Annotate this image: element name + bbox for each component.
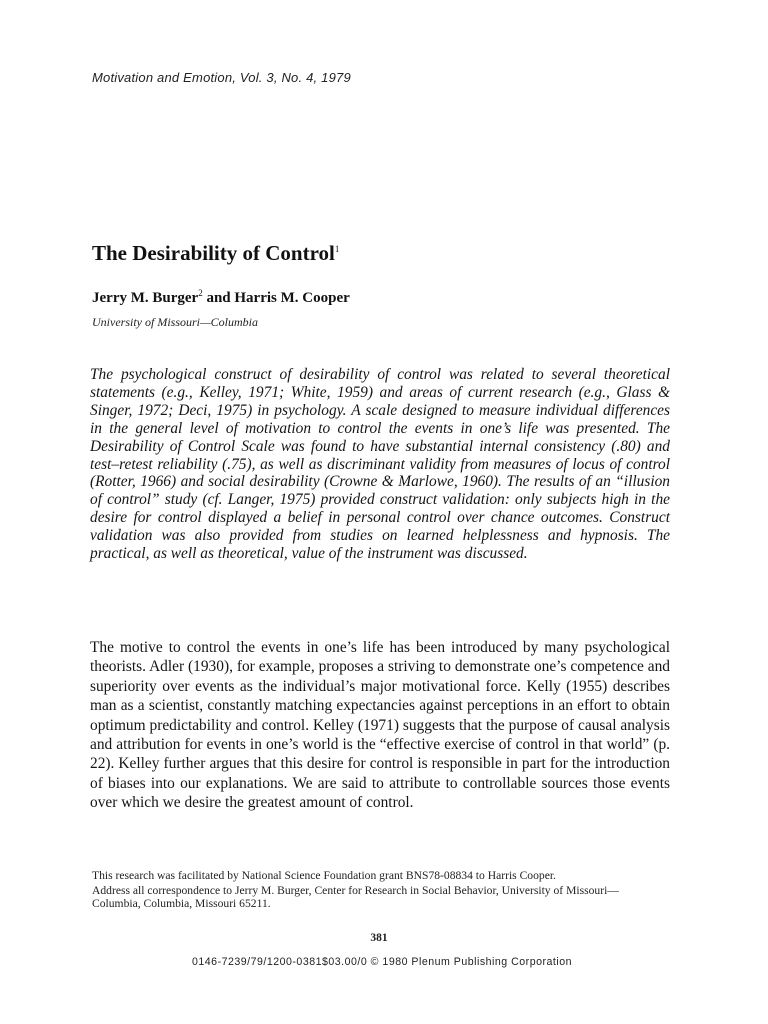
footnote-correspondence: Address all correspondence to Jerry M. Burger, Center for Research in Social Behavior, University of Missouri—Columbia, Columbia, Missouri 65211. bbox=[92, 884, 619, 910]
article-title-text: The Desirability of Control bbox=[92, 241, 335, 265]
affiliation: University of Missouri—Columbia bbox=[92, 315, 259, 329]
title-footnote-mark: 1 bbox=[334, 244, 340, 254]
intro-paragraph: The motive to control the events in one’s life has been introduced by many psychological theorists. Adler (1930), for example, proposes a striving to demonstrate one’s competence and superiority over events as the individual’s major motivational force. Kelly (1955) describes man as a scientist, constantly matching expectancies against perceptions in an effort to obtain optimum predictability and control. Kelley (1971) suggests that the purpose of causal analysis and attribution for events in one’s world is the “effective exercise of control in that world” (p. 22). Kelley further argues that this desire for control is responsible in part for the introduction of biases into our explanations. We are said to attribute to controllable sources those events over which we desire the greatest amount of control. bbox=[90, 639, 670, 812]
copyright-line: 0146-7239/79/1200-0381$03.00/0 © 1980 Plenum Publishing Corporation bbox=[192, 956, 572, 968]
author-footnote-mark: 2 bbox=[198, 288, 203, 298]
author-line bbox=[92, 290, 350, 307]
article-title bbox=[92, 241, 339, 266]
author-burger: Jerry M. Burger bbox=[92, 290, 199, 306]
footnotes bbox=[92, 869, 662, 912]
footnote-funding: This research was facilitated by National Science Foundation grant BNS78-08834 to Harris Cooper. bbox=[92, 869, 556, 882]
page-number: 381 bbox=[370, 932, 388, 944]
author-cooper: and Harris M. Cooper bbox=[202, 290, 350, 306]
journal-citation: Motivation and Emotion, Vol. 3, No. 4, 1979 bbox=[92, 70, 351, 85]
abstract: The psychological construct of desirability of control was related to several theoretical statements (e.g., Kelley, 1971; White, 1959) and areas of current research (e.g., Glass & Singer, 1972; Deci, 1975) in psychology. A scale designed to measure individual differences in the general level of motivation to control the events in one’s life was presented. The Desirability of Control Scale was found to have substantial internal consistency (.80) and test–retest reliability (.75), as well as discriminant validity from measures of locus of control (Rotter, 1966) and social desirability (Crowne & Marlowe, 1960). The results of an “illusion of control” study (cf. Langer, 1975) provided construct validation: only subjects high in the desire for control displayed a belief in personal control over chance outcomes. Construct validation was also provided from studies on learned helplessness and hypnosis. The practical, as well as theoretical, value of the instrument was discussed. bbox=[90, 366, 670, 563]
